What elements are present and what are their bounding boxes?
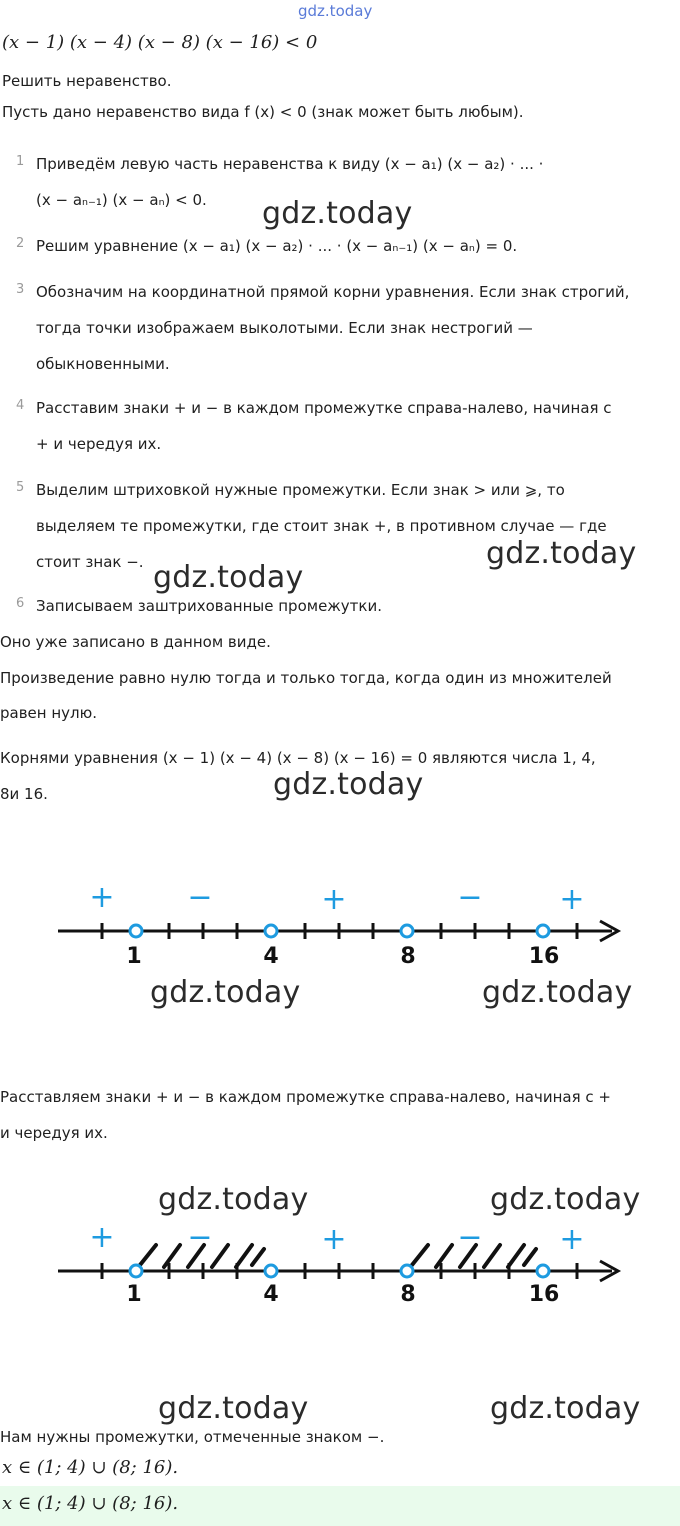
watermark: gdz.today <box>158 1182 309 1217</box>
sign-plus: + <box>89 1220 115 1255</box>
root-point <box>265 925 277 937</box>
inequality-formula: (x − 1) (x − 4) (x − 8) (x − 16) < 0 <box>2 32 318 53</box>
number-line-signs <box>0 875 680 970</box>
answer-formula: x ∈ (1; 4) ∪ (8; 16). <box>2 1493 179 1514</box>
result-formula: x ∈ (1; 4) ∪ (8; 16). <box>2 1457 179 1478</box>
root-point <box>401 1265 413 1277</box>
watermark: gdz.today <box>490 1182 641 1217</box>
step-number: 5 <box>16 480 25 495</box>
task-text: Решить неравенство. <box>2 72 172 90</box>
root-point <box>265 1265 277 1277</box>
root-label: 1 <box>126 1282 142 1307</box>
watermark: gdz.today <box>158 1391 309 1426</box>
step-text: Расставим знаки + и − в каждом промежутке справа-налево, начиная с <box>36 399 612 417</box>
step-text: (x − aₙ₋₁) (x − aₙ) < 0. <box>36 191 207 209</box>
step-number: 1 <box>16 154 25 169</box>
watermark: gdz.today <box>150 975 301 1010</box>
sign-plus: + <box>321 882 347 917</box>
sign-minus: − <box>457 880 483 915</box>
watermark: gdz.today <box>490 1391 641 1426</box>
sign-minus: − <box>187 880 213 915</box>
answer-box <box>0 1486 680 1526</box>
root-point <box>401 925 413 937</box>
sign-labels <box>89 1220 584 1257</box>
root-label: 4 <box>263 1282 279 1307</box>
written-text: Оно уже записано в данном виде. <box>0 633 271 651</box>
root-label: 4 <box>263 944 279 969</box>
step-text: тогда точки изображаем выколотыми. Если знак нестрогий — <box>36 319 533 337</box>
step-text: + и чередуя их. <box>36 435 162 453</box>
step-text: стоит знак −. <box>36 553 144 571</box>
sign-plus: + <box>559 882 585 917</box>
sign-minus: − <box>187 1220 213 1255</box>
watermark: gdz.today <box>482 975 633 1010</box>
signs-text-1: Расставляем знаки + и − в каждом промежутке справа-налево, начиная с + <box>0 1088 611 1106</box>
step-text: выделяем те промежутки, где стоит знак +, в противном случае — где <box>36 517 607 535</box>
step-text: Решим уравнение (x − a₁) (x − a₂) · ... · (x − aₙ₋₁) (x − aₙ) = 0. <box>36 237 518 255</box>
root-point <box>130 925 142 937</box>
roots-text-2: 8и 16. <box>0 785 48 803</box>
root-point <box>130 1265 142 1277</box>
sign-plus: + <box>559 1222 585 1257</box>
step-text: Выделим штриховкой нужные промежутки. Если знак > или ⩾, то <box>36 481 565 499</box>
sign-plus: + <box>89 880 115 915</box>
step-number: 4 <box>16 398 25 413</box>
step-text: обыкновенными. <box>36 355 170 373</box>
step-number: 3 <box>16 282 25 297</box>
sign-plus: + <box>321 1222 347 1257</box>
root-label: 8 <box>400 944 416 969</box>
signs-text-2: и чередуя их. <box>0 1124 108 1142</box>
root-label: 1 <box>126 944 142 969</box>
product-text-1: Произведение равно нулю тогда и только тогда, когда один из множителей <box>0 669 612 687</box>
sign-minus: − <box>457 1220 483 1255</box>
step-number: 2 <box>16 236 25 251</box>
roots-text-1: Корнями уравнения (x − 1) (x − 4) (x − 8) (x − 16) = 0 являются числа 1, 4, <box>0 749 596 767</box>
watermark: gdz.today <box>153 560 304 595</box>
watermark: gdz.today <box>262 196 413 231</box>
step-text: Обозначим на координатной прямой корни уравнения. Если знак строгий, <box>36 283 630 301</box>
number-line-hatched <box>0 1215 680 1310</box>
watermark: gdz.today <box>273 767 424 802</box>
watermark: gdz.today <box>486 536 637 571</box>
need-text: Нам нужны промежутки, отмеченные знаком −. <box>0 1428 385 1446</box>
root-point <box>537 1265 549 1277</box>
sign-labels <box>89 880 584 917</box>
intro-text: Пусть дано неравенство вида f (x) < 0 (знак может быть любым). <box>2 103 524 121</box>
step-text: Записываем заштрихованные промежутки. <box>36 597 382 615</box>
step-text: Приведём левую часть неравенства к виду (x − a₁) (x − a₂) · ... · <box>36 155 544 173</box>
root-label: 16 <box>528 1282 560 1307</box>
product-text-2: равен нулю. <box>0 704 98 722</box>
root-point <box>537 925 549 937</box>
root-label: 16 <box>528 944 560 969</box>
watermark-top: gdz.today <box>298 2 373 20</box>
root-label: 8 <box>400 1282 416 1307</box>
step-number: 6 <box>16 596 25 611</box>
